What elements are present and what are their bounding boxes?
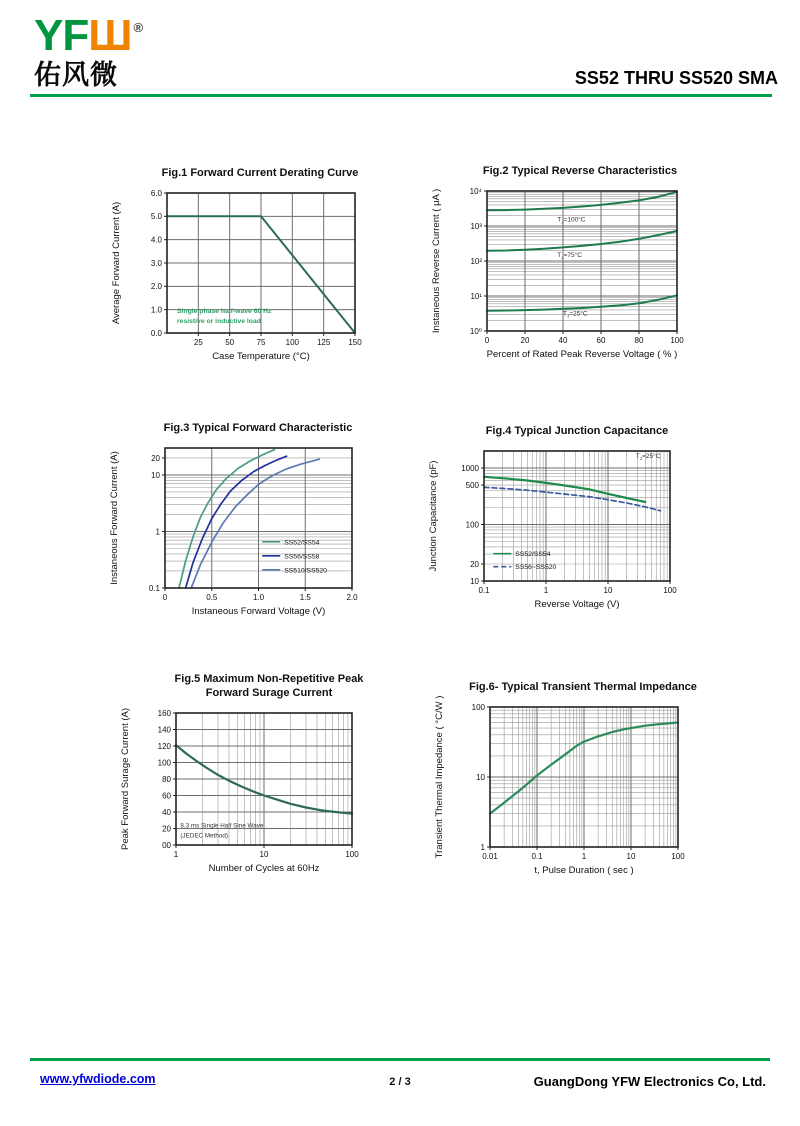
svg-text:20: 20 bbox=[470, 559, 479, 569]
svg-text:TJ=75°C: $T_J=75^\circ C$ bbox=[557, 251, 582, 260]
svg-text:1: 1 bbox=[155, 527, 160, 537]
svg-text:1: 1 bbox=[173, 850, 179, 859]
svg-text:100: 100 bbox=[465, 520, 479, 530]
fig3-panel bbox=[103, 421, 423, 622]
svg-text:t, Pulse Duration ( sec ): t, Pulse Duration ( sec ) bbox=[534, 865, 634, 876]
svg-text:20: 20 bbox=[162, 824, 171, 834]
logo-wordmark bbox=[34, 4, 142, 60]
svg-text:0.01: 0.01 bbox=[482, 852, 498, 861]
svg-text:25: 25 bbox=[193, 338, 203, 347]
registered-trademark-icon: ® bbox=[133, 20, 143, 35]
svg-text:125: 125 bbox=[316, 338, 331, 347]
svg-text:1: 1 bbox=[480, 842, 485, 852]
company-logo bbox=[34, 4, 142, 90]
fig6-panel bbox=[428, 680, 748, 881]
svg-text:80: 80 bbox=[634, 336, 644, 345]
svg-text:20: 20 bbox=[520, 336, 530, 345]
fig5-panel bbox=[114, 672, 434, 879]
svg-text:3.0: 3.0 bbox=[150, 258, 162, 268]
fig1-chart bbox=[105, 185, 425, 367]
svg-text:20: 20 bbox=[151, 453, 160, 463]
svg-text:150: 150 bbox=[348, 338, 362, 347]
svg-text:Case Temperature (°C): Case Temperature (°C) bbox=[212, 351, 310, 362]
svg-text:5.0: 5.0 bbox=[150, 212, 162, 222]
svg-text:Junction Capacitance (pF): Junction Capacitance (pF) bbox=[428, 460, 439, 572]
svg-text:8.3 ms Single Half Sine Wave: 8.3 ms Single Half Sine Wave bbox=[180, 822, 264, 830]
svg-text:10: 10 bbox=[603, 586, 613, 595]
svg-text:60: 60 bbox=[596, 336, 606, 345]
svg-text:10: 10 bbox=[626, 852, 636, 861]
svg-text:SS56/SS58: SS56/SS58 bbox=[284, 553, 320, 561]
svg-text:500: 500 bbox=[465, 480, 479, 490]
svg-text:0.5: 0.5 bbox=[206, 593, 218, 602]
svg-text:50: 50 bbox=[225, 338, 235, 347]
svg-text:75: 75 bbox=[256, 338, 266, 347]
svg-text:10³: 10³ bbox=[470, 221, 482, 231]
svg-text:10¹: 10¹ bbox=[470, 291, 482, 301]
fig4-title: Fig.4 Typical Junction Capacitance bbox=[485, 425, 669, 437]
fig6-title: Fig.6- Typical Transient Thermal Impedance bbox=[469, 681, 697, 693]
svg-text:Average Forward Current (A): Average Forward Current (A) bbox=[111, 201, 122, 325]
svg-text:Reverse Voltage (V): Reverse Voltage (V) bbox=[534, 599, 620, 610]
svg-text:160: 160 bbox=[157, 708, 171, 718]
fig1-panel bbox=[105, 166, 425, 367]
svg-text:00: 00 bbox=[162, 840, 171, 850]
fig2-title: Fig.2 Typical Reverse Characteristics bbox=[482, 165, 678, 177]
svg-text:1: 1 bbox=[543, 586, 549, 595]
header-rule bbox=[30, 94, 772, 97]
fig5-title-line2: Forward Surage Current bbox=[205, 687, 333, 699]
fig1-title: Fig.1 Forward Current Derating Curve bbox=[161, 167, 359, 179]
svg-text:10⁰: 10⁰ bbox=[469, 326, 482, 336]
svg-text:SS56~SS520: SS56~SS520 bbox=[515, 564, 557, 572]
svg-text:TJ=100°C: $T_J=100^\circ C$ bbox=[557, 216, 586, 225]
svg-text:0: 0 bbox=[162, 593, 168, 602]
svg-text:2.0: 2.0 bbox=[150, 282, 162, 292]
svg-text:100: 100 bbox=[345, 850, 359, 859]
svg-text:Peak Forward Surage Current (A: Peak Forward Surage Current (A) bbox=[120, 707, 131, 851]
svg-text:4.0: 4.0 bbox=[150, 235, 162, 245]
company-name: GuangDong YFW Electronics Co, Ltd. bbox=[533, 1074, 766, 1089]
svg-text:1.0: 1.0 bbox=[252, 593, 265, 602]
fig6-chart bbox=[428, 695, 748, 881]
svg-text:100: 100 bbox=[285, 338, 300, 347]
document-title: SS52 THRU SS520 SMA bbox=[574, 68, 778, 88]
svg-text:Instaneous Reverse Current ( μ: Instaneous Reverse Current ( μA ) bbox=[431, 188, 442, 334]
svg-text:40: 40 bbox=[558, 336, 568, 345]
fig4-chart bbox=[422, 443, 742, 615]
svg-text:0.1: 0.1 bbox=[531, 852, 543, 861]
svg-text:resistive or inductive load: resistive or inductive load bbox=[177, 318, 261, 326]
svg-text:Percent of Rated Peak Reverse: Percent of Rated Peak Reverse Voltage ( % ) bbox=[486, 349, 678, 360]
svg-text:60: 60 bbox=[162, 791, 171, 801]
fig2-chart bbox=[425, 183, 745, 365]
footer-rule bbox=[30, 1058, 770, 1061]
svg-text:0: 0 bbox=[484, 336, 490, 345]
svg-text:10⁴: 10⁴ bbox=[469, 186, 482, 196]
svg-text:Transient Thermal Impedance (: Transient Thermal Impedance ( °C/W ) bbox=[434, 695, 445, 859]
svg-text:100: 100 bbox=[671, 852, 685, 861]
fig5-chart bbox=[114, 705, 434, 879]
page-number: 2 / 3 bbox=[389, 1076, 411, 1088]
svg-text:Instaneous Forward Voltage (V): Instaneous Forward Voltage (V) bbox=[191, 606, 326, 617]
fig4-panel bbox=[422, 424, 742, 615]
fig2-panel bbox=[425, 164, 745, 365]
logo-w-glyph: Ш bbox=[88, 11, 132, 60]
svg-text:140: 140 bbox=[157, 725, 171, 735]
svg-text:40: 40 bbox=[162, 807, 171, 817]
svg-text:SS52/SS54: SS52/SS54 bbox=[284, 539, 320, 547]
svg-text:SS52/SS54: SS52/SS54 bbox=[515, 551, 551, 559]
svg-text:Number of Cycles at 60Hz: Number of Cycles at 60Hz bbox=[208, 863, 320, 874]
svg-text:10²: 10² bbox=[470, 256, 482, 266]
svg-text:10: 10 bbox=[151, 470, 160, 480]
svg-text:(JEDEC Method): (JEDEC Method) bbox=[180, 832, 228, 840]
svg-text:0.0: 0.0 bbox=[150, 328, 162, 338]
svg-text:120: 120 bbox=[157, 741, 171, 751]
svg-text:TJ=25°C: $T_J=25^\circ C$ bbox=[563, 310, 588, 319]
svg-text:100: 100 bbox=[670, 336, 684, 345]
website-link[interactable]: www.yfwdiode.com bbox=[40, 1072, 156, 1086]
fig3-chart bbox=[103, 440, 423, 622]
svg-text:10: 10 bbox=[259, 850, 269, 859]
fig5-title: Fig.5 Maximum Non-Repetitive Peak bbox=[174, 673, 364, 685]
svg-text:80: 80 bbox=[162, 774, 171, 784]
svg-text:Single phase half-wave 60 Hz: Single phase half-wave 60 Hz bbox=[177, 308, 272, 316]
svg-text:100: 100 bbox=[663, 586, 677, 595]
svg-text:10: 10 bbox=[470, 576, 479, 586]
svg-text:100: 100 bbox=[471, 702, 485, 712]
svg-text:1.5: 1.5 bbox=[299, 593, 311, 602]
svg-text:10: 10 bbox=[476, 772, 485, 782]
svg-text:SS510/SS520: SS510/SS520 bbox=[284, 567, 327, 575]
svg-text:1.0: 1.0 bbox=[150, 305, 162, 315]
svg-text:1000: 1000 bbox=[461, 463, 479, 473]
svg-text:2.0: 2.0 bbox=[346, 593, 358, 602]
svg-text:0.1: 0.1 bbox=[148, 583, 160, 593]
svg-text:1: 1 bbox=[581, 852, 587, 861]
fig3-title: Fig.3 Typical Forward Characteristic bbox=[163, 422, 353, 434]
svg-text:TJ=25°C: $T_J=25^\circ C$ bbox=[635, 453, 661, 462]
svg-text:Instaneous Forward Current (A: Instaneous Forward Current (A) bbox=[109, 451, 120, 585]
svg-text:0.1: 0.1 bbox=[478, 586, 490, 595]
svg-text:100: 100 bbox=[157, 758, 171, 768]
logo-chinese-text: 佑风微 bbox=[34, 60, 118, 90]
logo-yf-text: YF bbox=[34, 11, 89, 60]
svg-text:6.0: 6.0 bbox=[150, 188, 162, 198]
